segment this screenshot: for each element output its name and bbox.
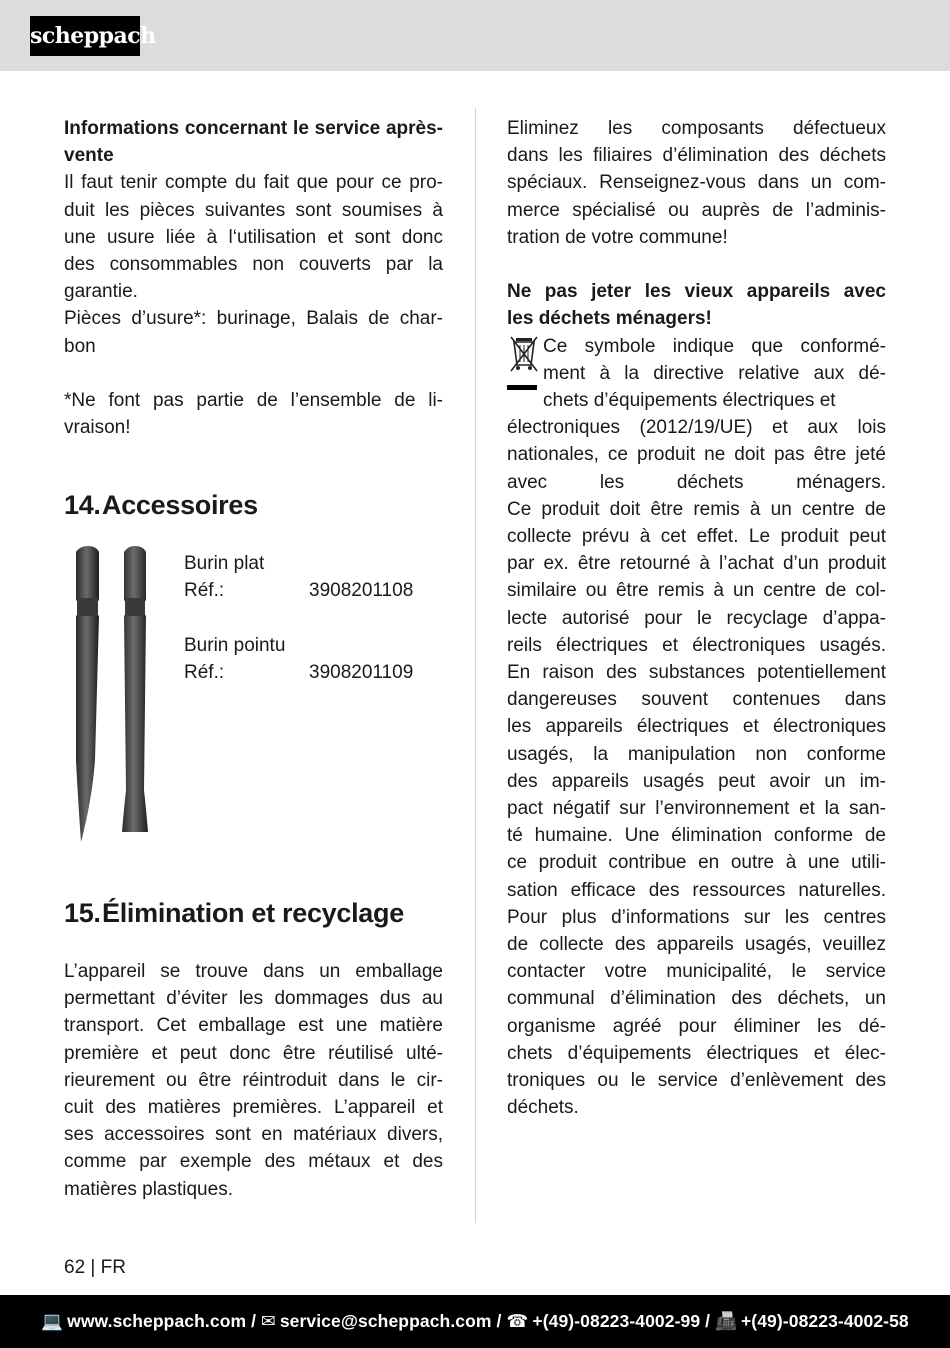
accessories-number: 14. <box>64 490 101 520</box>
text-line: lecte autorisé pour le recyclage d’appa- <box>507 607 886 629</box>
pointed-chisel-icon <box>76 546 99 842</box>
email-link[interactable]: service@scheppach.com / <box>279 1311 502 1331</box>
text-line: merce spécialisé ou auprès de l’adminis- <box>507 199 886 221</box>
accessory-name: Burin plat <box>184 553 265 574</box>
telephone-icon: ☎ <box>506 1311 529 1331</box>
crossed-bin-icon <box>507 333 543 415</box>
text-line: une usure liée à l‘utilisation et sont donc <box>64 226 443 248</box>
text-line: comme par exemple des métaux et des <box>64 1151 443 1173</box>
text-line: reils électriques et électroniques usagés. <box>507 634 886 656</box>
page-separator: | <box>90 1257 96 1278</box>
text-line: déchets. <box>507 1097 579 1119</box>
text-line: permettant d’éviter les dommages dus au <box>64 988 443 1010</box>
text-line: troniques ou le service d’enlèvement des <box>507 1070 886 1092</box>
accessories-title: Accessoires <box>102 490 258 520</box>
text-line: vraison! <box>64 417 131 439</box>
elimination-number: 15. <box>64 898 101 928</box>
text-line: électroniques (2012/19/UE) et aux lois <box>507 417 886 439</box>
text-line: dangereuses souvent contenues dans <box>507 689 886 711</box>
text-line: de collecte des appareils usagés, veuillez <box>507 934 886 956</box>
text-line: spéciaux. Renseignez-vous dans un com- <box>507 172 886 194</box>
weee-block <box>507 333 886 415</box>
phone-number: +(49)-08223-4002-99 / <box>532 1311 711 1331</box>
text-line: tration de votre commune! <box>507 226 728 248</box>
text-line: communal d’élimination des déchets, un <box>507 988 886 1010</box>
text-line: organisme agréé pour éliminer les dé- <box>507 1015 886 1037</box>
text-line: ce produit contribue en outre à une utili- <box>507 852 886 874</box>
text-line: duit les pièces suivantes sont soumises à <box>64 199 443 221</box>
text-line: bon <box>64 335 96 357</box>
elimination-heading <box>64 898 404 929</box>
accessory-item <box>184 550 444 604</box>
text-line: par ex. être retourné à l’achat d’un produit <box>507 553 886 575</box>
ref-number: 3908201109 <box>309 661 414 683</box>
disposal-intro <box>507 115 886 251</box>
accessory-name: Burin pointu <box>184 634 286 656</box>
accessories-heading <box>64 490 258 521</box>
text-line: pact négatif sur l’environnement et la san- <box>507 798 886 820</box>
text-line: té humaine. Une élimination conforme de <box>507 825 886 847</box>
disposal-section <box>507 115 886 1122</box>
text-line: transport. Cet emballage est une matière <box>64 1015 443 1037</box>
footnote-text <box>64 387 443 441</box>
text-line: les appareils électriques et électroniques <box>507 716 886 738</box>
text-line: cuit des matières premières. L’appareil et <box>64 1097 443 1119</box>
text-line: Pièces d’usure*: burinage, Balais de char- <box>64 308 443 330</box>
text-line: les déchets ménagers! <box>507 308 712 330</box>
text-line: ment à la directive relative aux dé- <box>543 362 886 384</box>
text-line: sation efficace des ressources naturelles. <box>507 879 886 901</box>
page-language: FR <box>100 1257 126 1278</box>
ref-label: Réf.: <box>184 661 225 683</box>
text-line: L’appareil se trouve dans un emballage <box>64 961 443 982</box>
text-line: usagés, la manipulation non conforme <box>507 743 886 765</box>
text-line: contacter votre municipalité, le service <box>507 961 886 983</box>
contact-footer <box>0 1295 950 1348</box>
text-line: Ce symbole indique que conformé- <box>543 335 886 357</box>
page-header <box>0 0 950 71</box>
envelope-icon: ✉ <box>261 1311 276 1331</box>
weee-text <box>543 333 886 415</box>
disposal-body <box>507 414 886 1121</box>
text-line: En raison des substances potentiellement <box>507 662 886 684</box>
text-line: ses accessoires sont en matériaux divers, <box>64 1124 443 1146</box>
accessory-item <box>184 632 444 686</box>
text-line: chets d’équipements électriques et élec- <box>507 1042 886 1064</box>
elimination-text <box>64 958 443 1203</box>
disposal-warning <box>507 278 886 332</box>
text-line: Pour plus d’informations sur les centres <box>507 906 886 928</box>
ref-number: 3908201108 <box>309 580 414 602</box>
service-title: Informations concernant le service après-vente <box>64 118 443 167</box>
text-line: Ce produit doit être remis à un centre de <box>507 498 886 520</box>
accessories-list <box>184 550 444 686</box>
service-text <box>64 169 443 359</box>
text-line: Ne pas jeter les vieux appareils avec <box>507 281 886 303</box>
text-line: matières plastiques. <box>64 1178 233 1200</box>
page-number <box>64 1256 126 1280</box>
computer-icon: 💻 <box>41 1311 64 1331</box>
text-line: chets d’équipements électriques et <box>543 390 836 412</box>
scheppach-logo: scheppach <box>30 16 140 56</box>
elimination-title: Élimination et recyclage <box>102 898 404 928</box>
text-line: *Ne font pas partie de l’ensemble de li- <box>64 390 443 412</box>
chisels-image <box>62 540 162 850</box>
website-link[interactable]: www.scheppach.com / <box>67 1311 257 1331</box>
page-number-value: 62 <box>64 1257 86 1278</box>
text-line: Eliminez les composants défectueux <box>507 118 886 139</box>
text-line: des consommables non couverts par la <box>64 254 443 276</box>
flat-chisel-icon <box>122 546 148 832</box>
text-line: nationales, ce produit ne doit pas être jeté <box>507 444 886 466</box>
text-line: première et peut donc être réutilisé ulté- <box>64 1042 443 1064</box>
text-line: rieurement ou être réintroduit dans le cir- <box>64 1069 443 1091</box>
column-divider <box>475 108 476 1223</box>
text-line: collecte prévu à cet effet. Le produit peut <box>507 526 886 548</box>
fax-icon: 📠 <box>715 1311 737 1331</box>
ref-label: Réf.: <box>184 580 225 602</box>
text-line: avec les déchets ménagers. <box>507 471 886 493</box>
text-line: des appareils usagés peut avoir un im- <box>507 770 886 792</box>
text-line: Il faut tenir compte du fait que pour ce pro- <box>64 172 443 194</box>
fax-number: +(49)-08223-4002-58 <box>740 1311 909 1331</box>
service-info-section <box>64 115 443 441</box>
text-line: similaire ou être remis à un centre de col- <box>507 580 886 602</box>
text-line: dans les filiaires d’élimination des déchets <box>507 145 886 167</box>
text-line: garantie. <box>64 281 138 303</box>
